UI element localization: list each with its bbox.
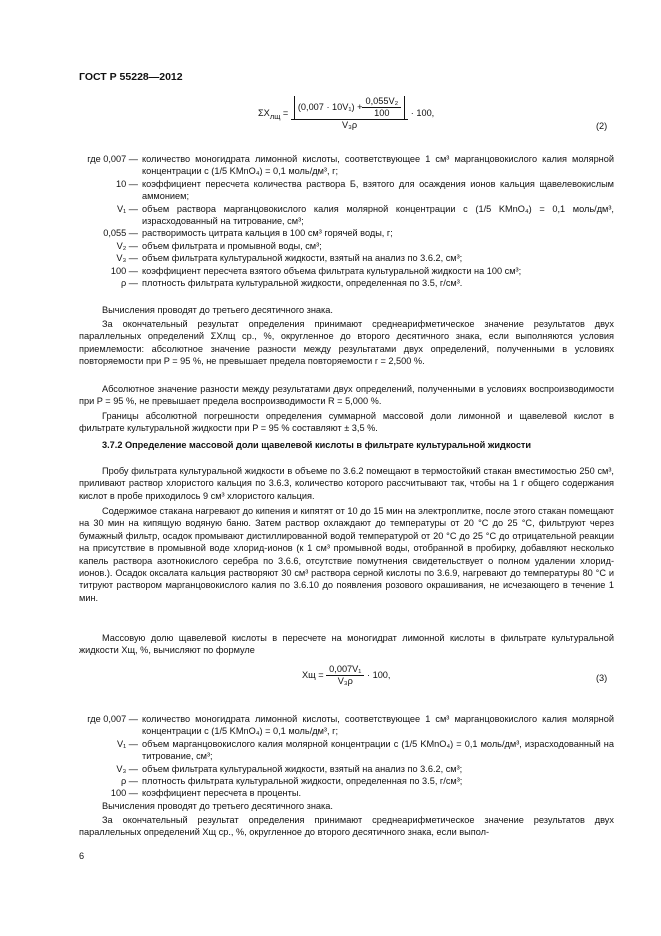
paragraph: Содержимое стакана нагревают до кипения и кипятят от 10 до 15 мин на электроплитке, после этого стакан помещают на 30 мин на кипящую водяную баню. Затем раствор охлаждают до температуры от 20 °С до 25 °С, фильтруют через бумажный фильтр, осадок промывают дистиллированной водой температурой от 20 °С до 25 °С до отрицательной реакции на присутствие в промывной воде хлорид-ионов (к 1 см³ промывной воды, отобранной в пробирку, добавляют несколько капель раствора азотнокислого серебра по 3.6.6, отсутствие помутнения свидетельствует о полном удалении хлорид-ионов.). Осадок оксалата кальция растворяют 30 см³ раствора серной кислоты по 3.6.9, нагревают до температуры 80 °С и титруют раствором марганцовокислого калия по 3.6.10 до появления розового окрашивания, не исчезающего в течение 1 мин. [79, 506, 614, 603]
definition-term: 100 — [110, 788, 138, 799]
standard-code: ГОСТ Р 55228—2012 [79, 71, 183, 83]
definition-term: V₁ — [117, 738, 138, 749]
paragraph: Вычисления проводят до третьего десятичного знака. [102, 801, 333, 811]
section-heading: 3.7.2 Определение массовой доли щавелевой кислоты в фильтрате культуральной жидкости [102, 440, 532, 450]
definition-item [79, 227, 614, 239]
definition-description: плотность фильтрата культуральной жидкости, определенная по 3.5, г/см³; [142, 776, 463, 787]
formula-3-number: (3) [596, 673, 608, 683]
definition-description: количество моногидрата лимонной кислоты, соответствующее 1 см³ марганцовокислого калия молярной концентрации c (1/5 KMnO₄) = 0,1 моль/дм³, г; [142, 714, 614, 737]
definition-term: 0,055 — [103, 228, 138, 239]
definition-item [79, 277, 614, 289]
definition-item [79, 763, 614, 775]
formula-2: $\Sigma X_{лщ}$ = (0,007 · 10V₁) + $\frac{\text{0,055V₂}}{100}$ V₃ρ · 100, [258, 96, 435, 130]
definition-description: объем фильтрата культуральной жидкости, взятый на анализ по 3.6.2, см³; [142, 763, 463, 774]
formula-2-number: (2) [596, 121, 608, 131]
definition-description: коэффициент пересчета количества раствора Б, взятого для осаждения ионов кальция щавелевокислым аммонием; [142, 178, 614, 202]
definition-term: ρ — [121, 776, 138, 787]
definition-item [79, 775, 614, 787]
definition-description: коэффициент пересчета в проценты. [142, 788, 301, 799]
paragraph: За окончательный результат определения принимают среднеарифметическое значение результатов двух параллельных определений Xщ ср., %, округленное до второго десятичного знака, если выпол- [79, 815, 614, 838]
definition-term: V₁ — [117, 203, 138, 214]
definition-item [79, 240, 614, 252]
definition-term: 10 — [116, 178, 138, 189]
paragraph: Границы абсолютной погрешности определения суммарной массовой доли лимонной и щавелевой кислот в фильтрате культуральной жидкости при P = 95 % составляют ± 3,5 %. [79, 411, 614, 434]
definition-item [79, 252, 614, 264]
definition-description: объем марганцовокислого калия молярной концентрации c (1/5 KMnO₄) = 0,1 моль/дм³, израсходованный на титрование, см³; [142, 738, 614, 762]
definition-term: 100 — [110, 265, 138, 276]
definition-item [79, 713, 614, 738]
definition-term: V₂ — [116, 240, 138, 251]
definition-term: где 0,007 — [87, 154, 138, 164]
definition-item [79, 787, 614, 799]
paragraph: Массовую долю щавелевой кислоты в пересчете на моногидрат лимонной кислоты в фильтрате культуральной жидкости Xщ, %, вычисляют по формуле [79, 633, 614, 656]
definitions-list-2 [79, 713, 614, 800]
paragraph: Абсолютное значение разности между результатами двух определений, полученными в условиях воспроизводимости при P = 95 %, не превышает предела воспроизводимости R = 5,000 %. [79, 384, 614, 407]
definition-item [79, 265, 614, 277]
definition-term: V₃ — [116, 763, 138, 774]
definition-description: растворимость цитрата кальция в 100 см³ горячей воды, г; [142, 228, 393, 239]
paragraph: Пробу фильтрата культуральной жидкости в объеме по 3.6.2 помещают в термостойкий стакан вместимостью 250 см³, приливают раствор хлористого кальция по 3.6.3, количество которого рассчитывают так, чтобы на 1 г общего содержания кислот в пробе приходилось 9 см³ хлористого кальция. [79, 466, 614, 501]
paragraph: Вычисления проводят до третьего десятичного знака. [102, 305, 333, 315]
definitions-list-1 [79, 153, 614, 289]
definition-term: V₃ — [116, 253, 138, 264]
definition-item [79, 178, 614, 203]
page-number: 6 [79, 851, 85, 861]
formula-2-lhs: $\Sigma X_{лщ}$ = [258, 107, 289, 121]
definition-description: объем раствора марганцовокислого калия молярной концентрации c (1/5 KMnO₄) = 0,1 моль/дм³, израсходованный на титрование, см³; [142, 203, 614, 227]
definition-item [79, 738, 614, 763]
definition-term: где 0,007 — [87, 714, 138, 724]
formula-3: Xщ = $\frac{\text{0,007V₁}}{\text{V₃ρ}}$ · 100, [302, 664, 391, 686]
definition-description: объем фильтрата культуральной жидкости, взятый на анализ по 3.6.2, см³; [142, 253, 463, 264]
definition-item [79, 153, 614, 178]
definition-item [79, 203, 614, 228]
formula-2-fraction: (0,007 · 10V₁) + $\frac{\text{0,055V₂}}{100}$ V₃ρ [291, 96, 408, 131]
definition-description: объем фильтрата и промывной воды, см³; [142, 240, 322, 251]
paragraph: За окончательный результат определения принимают среднеарифметическое значение результатов двух параллельных определений ΣXлщ ср., %, округленное до второго десятичного знака, если выполняются условия приемлемости: абсолютное значение разности между результатами двух определений, полученными в условиях повторяемости при P = 95 %, не превышает предела повторяемости r = 2,500 %. [79, 319, 614, 367]
definition-description: плотность фильтрата культуральной жидкости, определенная по 3.5, г/см³. [142, 278, 463, 289]
definition-description: коэффициент пересчета взятого объема фильтрата культуральной жидкости на 100 см³; [142, 265, 522, 276]
definition-term: ρ — [121, 278, 138, 289]
definition-description: количество моногидрата лимонной кислоты, соответствующее 1 см³ марганцовокислого калия молярной концентрации c (1/5 KMnO₄) = 0,1 моль/дм³, г; [142, 154, 614, 177]
